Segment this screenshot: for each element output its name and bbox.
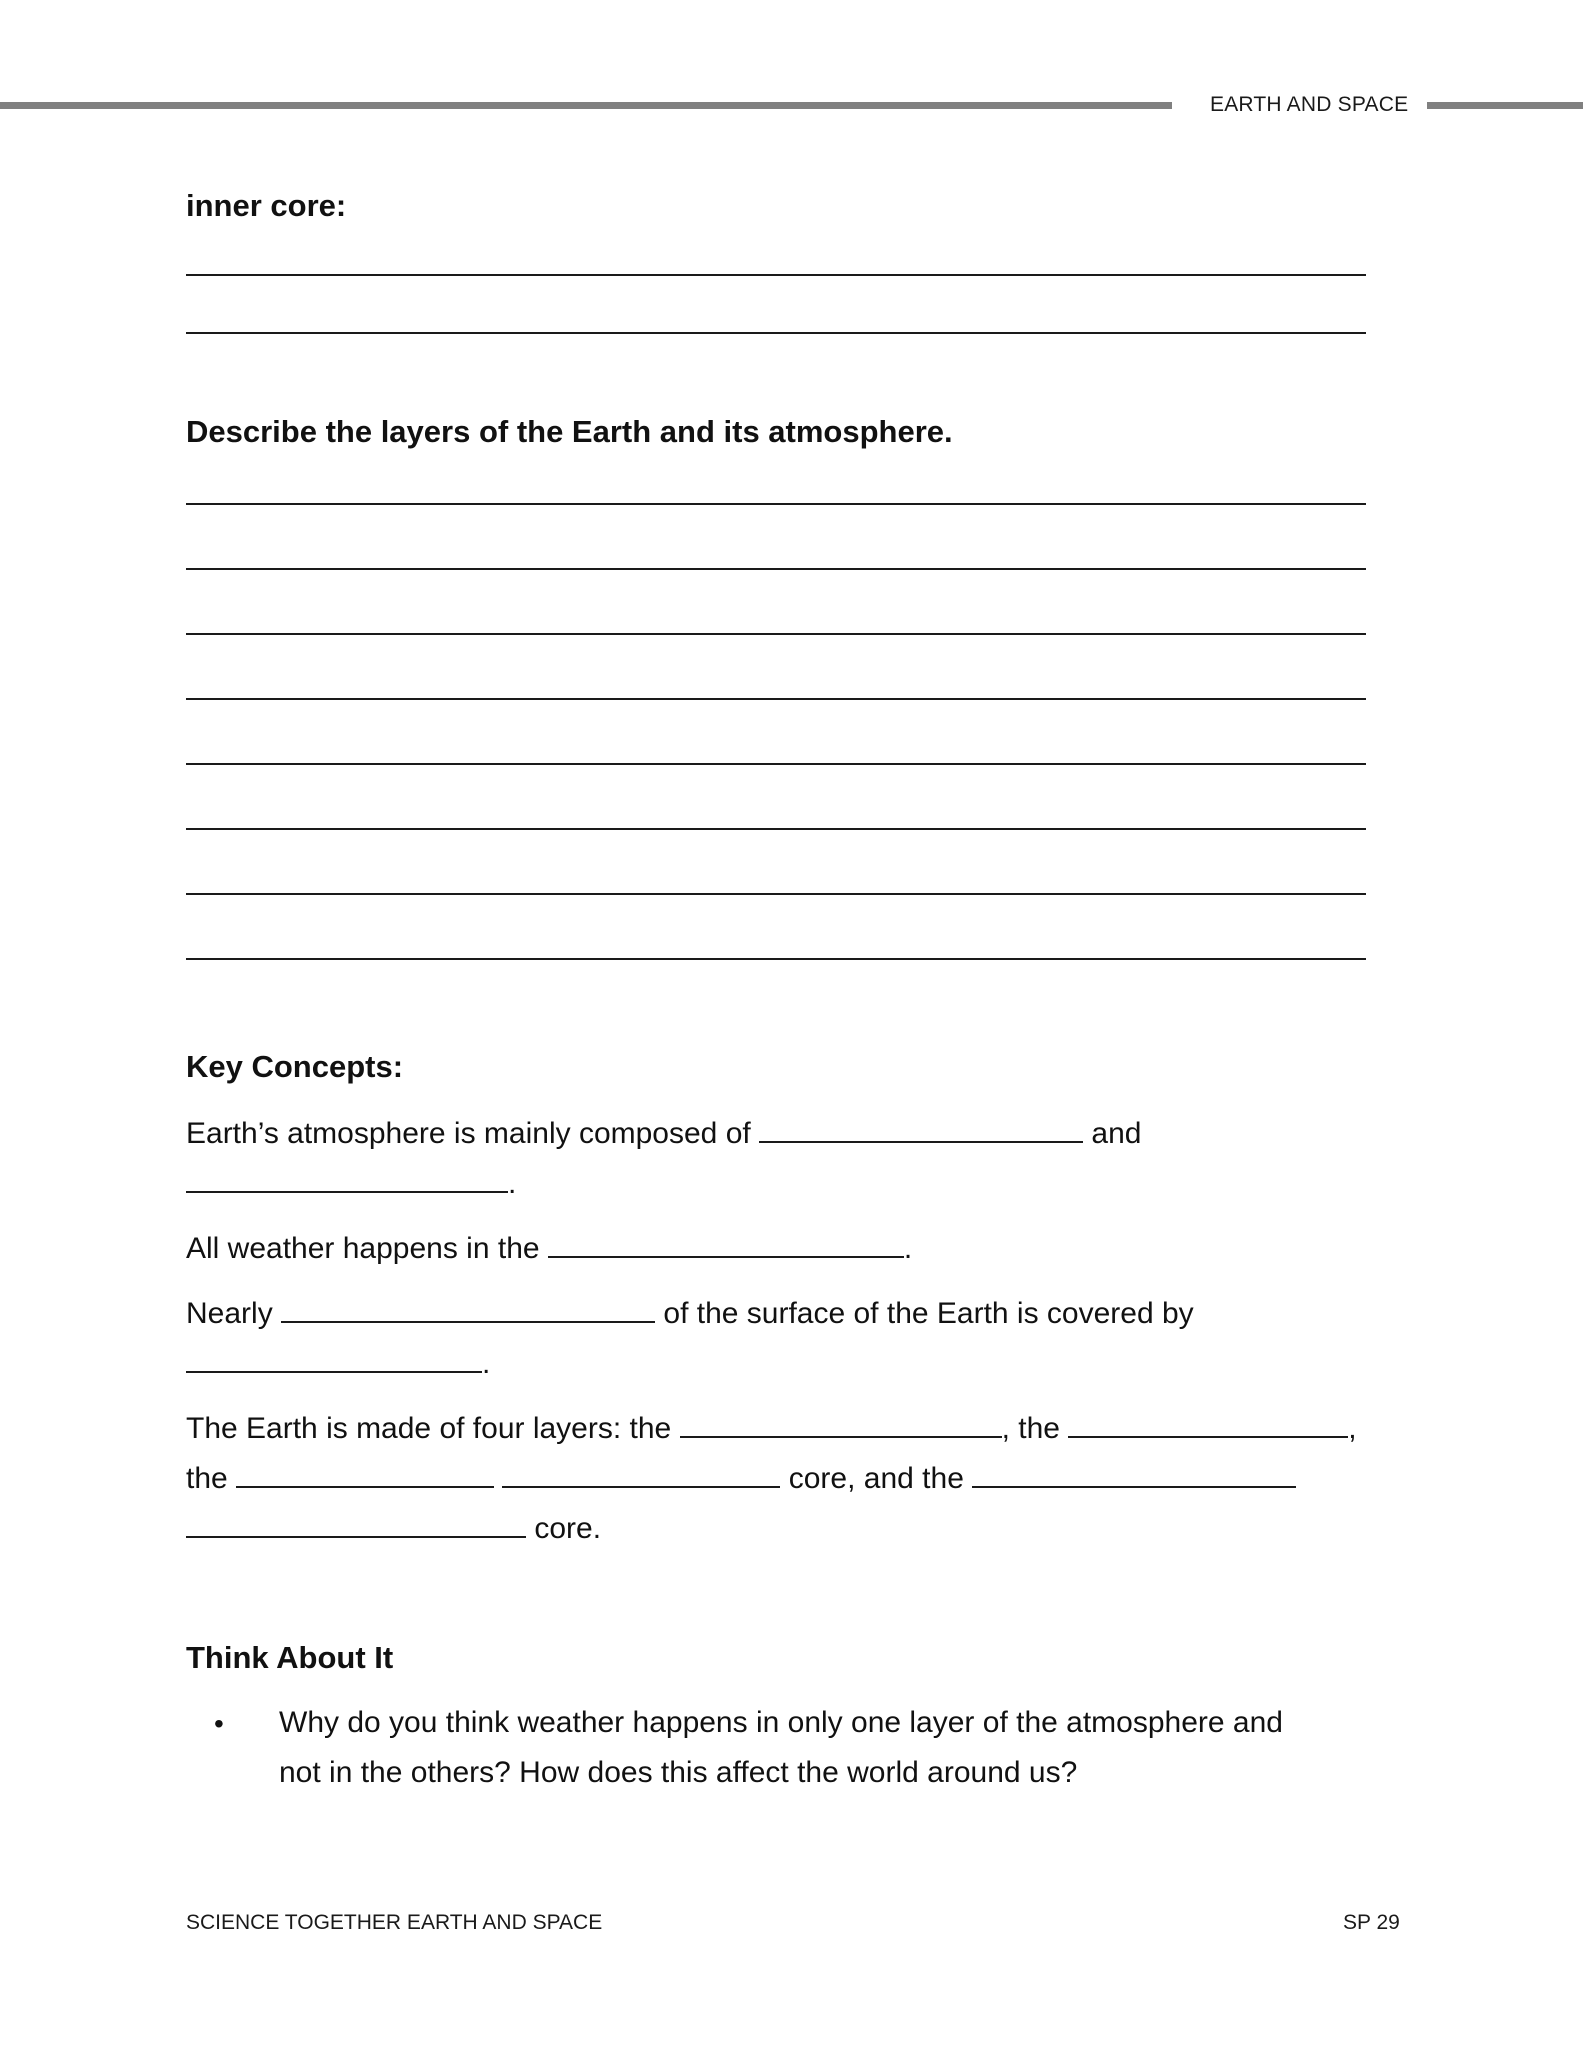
fill-blank[interactable] [972,1460,1296,1488]
sentence-text: , [1348,1412,1357,1445]
think-question-line1: Why do you think weather happens in only one layer of the atmosphere and [279,1706,1283,1739]
sentence-weather [186,1230,912,1267]
sentence-atmosphere-cont [186,1165,516,1202]
fill-blank[interactable] [236,1460,494,1488]
sentence-surface [186,1295,1194,1332]
footer-book-title: SCIENCE TOGETHER EARTH AND SPACE [186,1911,603,1934]
fill-blank[interactable] [680,1410,1002,1438]
sentence-text: The Earth is made of four layers: the [186,1412,672,1445]
answer-line[interactable] [186,568,1366,570]
answer-line[interactable] [186,633,1366,635]
answer-line[interactable] [186,893,1366,895]
answer-line[interactable] [186,698,1366,700]
fill-blank[interactable] [548,1230,904,1258]
inner-core-label: inner core: [186,188,347,223]
sentence-text: core. [534,1512,602,1545]
section-title: EARTH AND SPACE [1210,93,1409,116]
fill-blank[interactable] [186,1345,482,1373]
fill-blank[interactable] [186,1165,508,1193]
sentence-atmosphere [186,1115,1141,1152]
sentence-text: All weather happens in the [186,1232,540,1265]
header-rule-right [1427,102,1583,109]
fill-blank[interactable] [759,1115,1083,1143]
fill-blank[interactable] [1068,1410,1348,1438]
sentence-text: . [482,1347,491,1380]
describe-prompt: Describe the layers of the Earth and its atmosphere. [186,414,953,449]
sentence-layers-cont [186,1460,1296,1497]
answer-line[interactable] [186,958,1366,960]
header-rule-left [0,102,1172,109]
answer-line[interactable] [186,274,1366,276]
answer-line[interactable] [186,828,1366,830]
answer-line[interactable] [186,332,1366,334]
sentence-text: core, and the [788,1462,964,1495]
key-concepts-heading: Key Concepts: [186,1049,404,1084]
bullet-icon: • [214,1708,224,1739]
page-number: SP 29 [1343,1911,1400,1934]
answer-line[interactable] [186,763,1366,765]
sentence-text: Earth’s atmosphere is mainly composed of [186,1117,751,1150]
sentence-text: . [903,1232,913,1265]
sentence-text: of the surface of the Earth is covered by [663,1297,1194,1330]
sentence-text: , the [1001,1412,1060,1445]
sentence-text: and [1091,1117,1142,1150]
sentence-layers-end [186,1510,601,1547]
fill-blank[interactable] [281,1295,655,1323]
sentence-surface-cont [186,1345,490,1382]
sentence-text: Nearly [186,1297,273,1330]
sentence-layers [186,1410,1357,1447]
sentence-text: the [186,1462,228,1495]
answer-line[interactable] [186,503,1366,505]
fill-blank[interactable] [502,1460,780,1488]
fill-blank[interactable] [186,1510,526,1538]
think-heading: Think About It [186,1640,394,1675]
think-question-line2: not in the others? How does this affect the world around us? [279,1756,1078,1789]
sentence-text: . [508,1167,517,1200]
